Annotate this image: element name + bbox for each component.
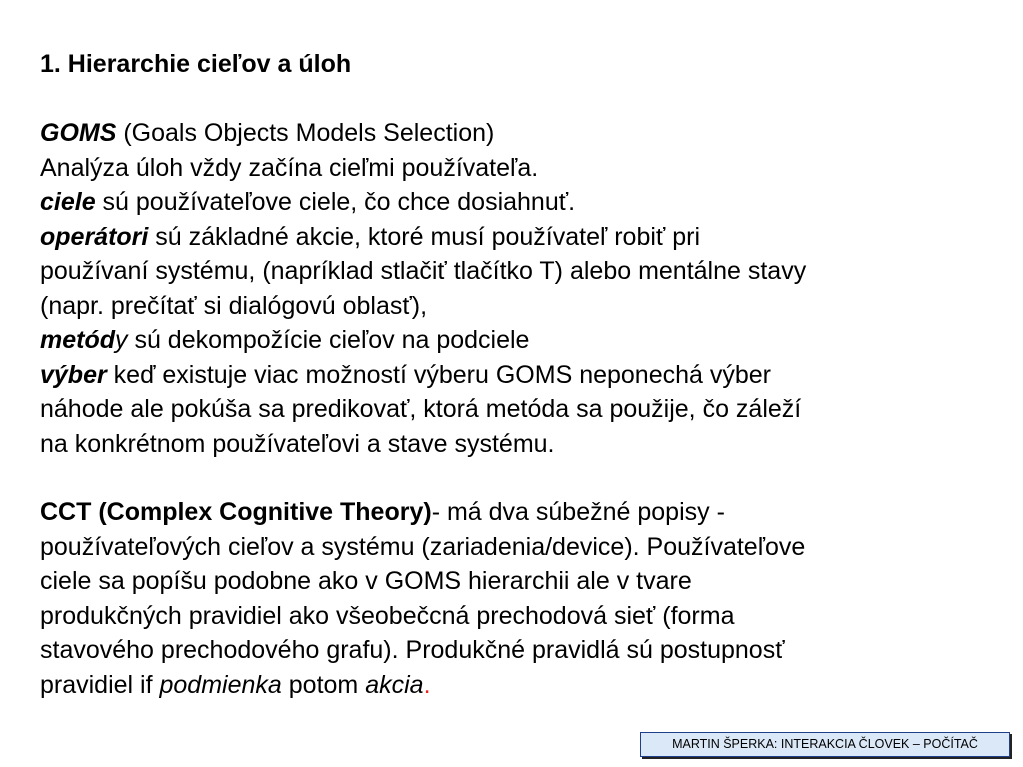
potom-word: potom xyxy=(281,670,366,699)
operatori-text-1: sú základné akcie, ktoré musí používateľ robiť pri xyxy=(148,222,701,251)
operatori-term: operátori xyxy=(40,222,149,251)
ciele-term: ciele xyxy=(40,188,96,216)
podmienka-term: podmienka xyxy=(159,670,282,699)
vyber-line-2: náhode ale pokúša sa predikovať, ktorá metóda sa použije, čo záleží xyxy=(40,395,802,423)
ciele-text: sú používateľove ciele, čo chce dosiahnuť. xyxy=(95,188,576,216)
cct-line-3: ciele sa popíšu podobne ako v GOMS hierarchii ale v tvare xyxy=(40,567,692,595)
footer-badge: MARTIN ŠPERKA: INTERAKCIA ČLOVEK – POČÍTAČ xyxy=(640,732,1010,757)
vyber-line-3: na konkrétnom používateľovi a stave systému. xyxy=(40,429,555,458)
metody-term-suffix: y xyxy=(115,326,128,354)
metody-text: sú dekompožície cieľov na podciele xyxy=(127,326,530,354)
slide-title: 1. Hierarchie cieľov a úloh xyxy=(40,50,352,78)
cct-line-1 xyxy=(40,495,1000,530)
cct-line-4: produkčných pravidiel ako všeobečcná prechodová sieť (forma xyxy=(40,601,735,630)
operatori-line-1 xyxy=(40,220,1000,255)
goms-expansion: (Goals Objects Models Selection) xyxy=(116,119,495,147)
cct-line-2: používateľových cieľov a systému (zariadenia/device). Používateľove xyxy=(40,532,806,561)
metody-term: metód xyxy=(40,326,115,354)
vyber-text-1: keď existuje viac možností výberu GOMS neponechá výber xyxy=(106,360,772,389)
cct-line-6-prefix: pravidiel if xyxy=(40,670,160,699)
akcia-term: akcia xyxy=(365,670,424,699)
operatori-line-3: (napr. prečítať si dialógovú oblasť), xyxy=(40,291,428,320)
cct-term: CCT (Complex Cognitive Theory) xyxy=(40,498,432,526)
goms-term: GOMS xyxy=(40,119,117,147)
cct-section xyxy=(40,495,1000,702)
vyber-line-1 xyxy=(40,358,1000,393)
cct-text-1: - má dva súbežné popisy - xyxy=(431,498,725,526)
closing-period: . xyxy=(423,670,431,699)
operatori-line-2: používaní systému, (napríklad stlačiť tlačítko T) alebo mentálne stavy xyxy=(40,257,807,285)
goms-heading-line xyxy=(40,116,1000,151)
vyber-term: výber xyxy=(40,360,107,389)
cct-line-6 xyxy=(40,668,1000,703)
ciele-line xyxy=(40,185,1000,220)
goms-section xyxy=(40,116,1000,461)
cct-line-5: stavového prechodového grafu). Produkčné pravidlá sú postupnosť xyxy=(40,636,785,664)
metody-line xyxy=(40,323,1000,358)
goms-intro: Analýza úloh vždy začína cieľmi používateľa. xyxy=(40,153,539,182)
